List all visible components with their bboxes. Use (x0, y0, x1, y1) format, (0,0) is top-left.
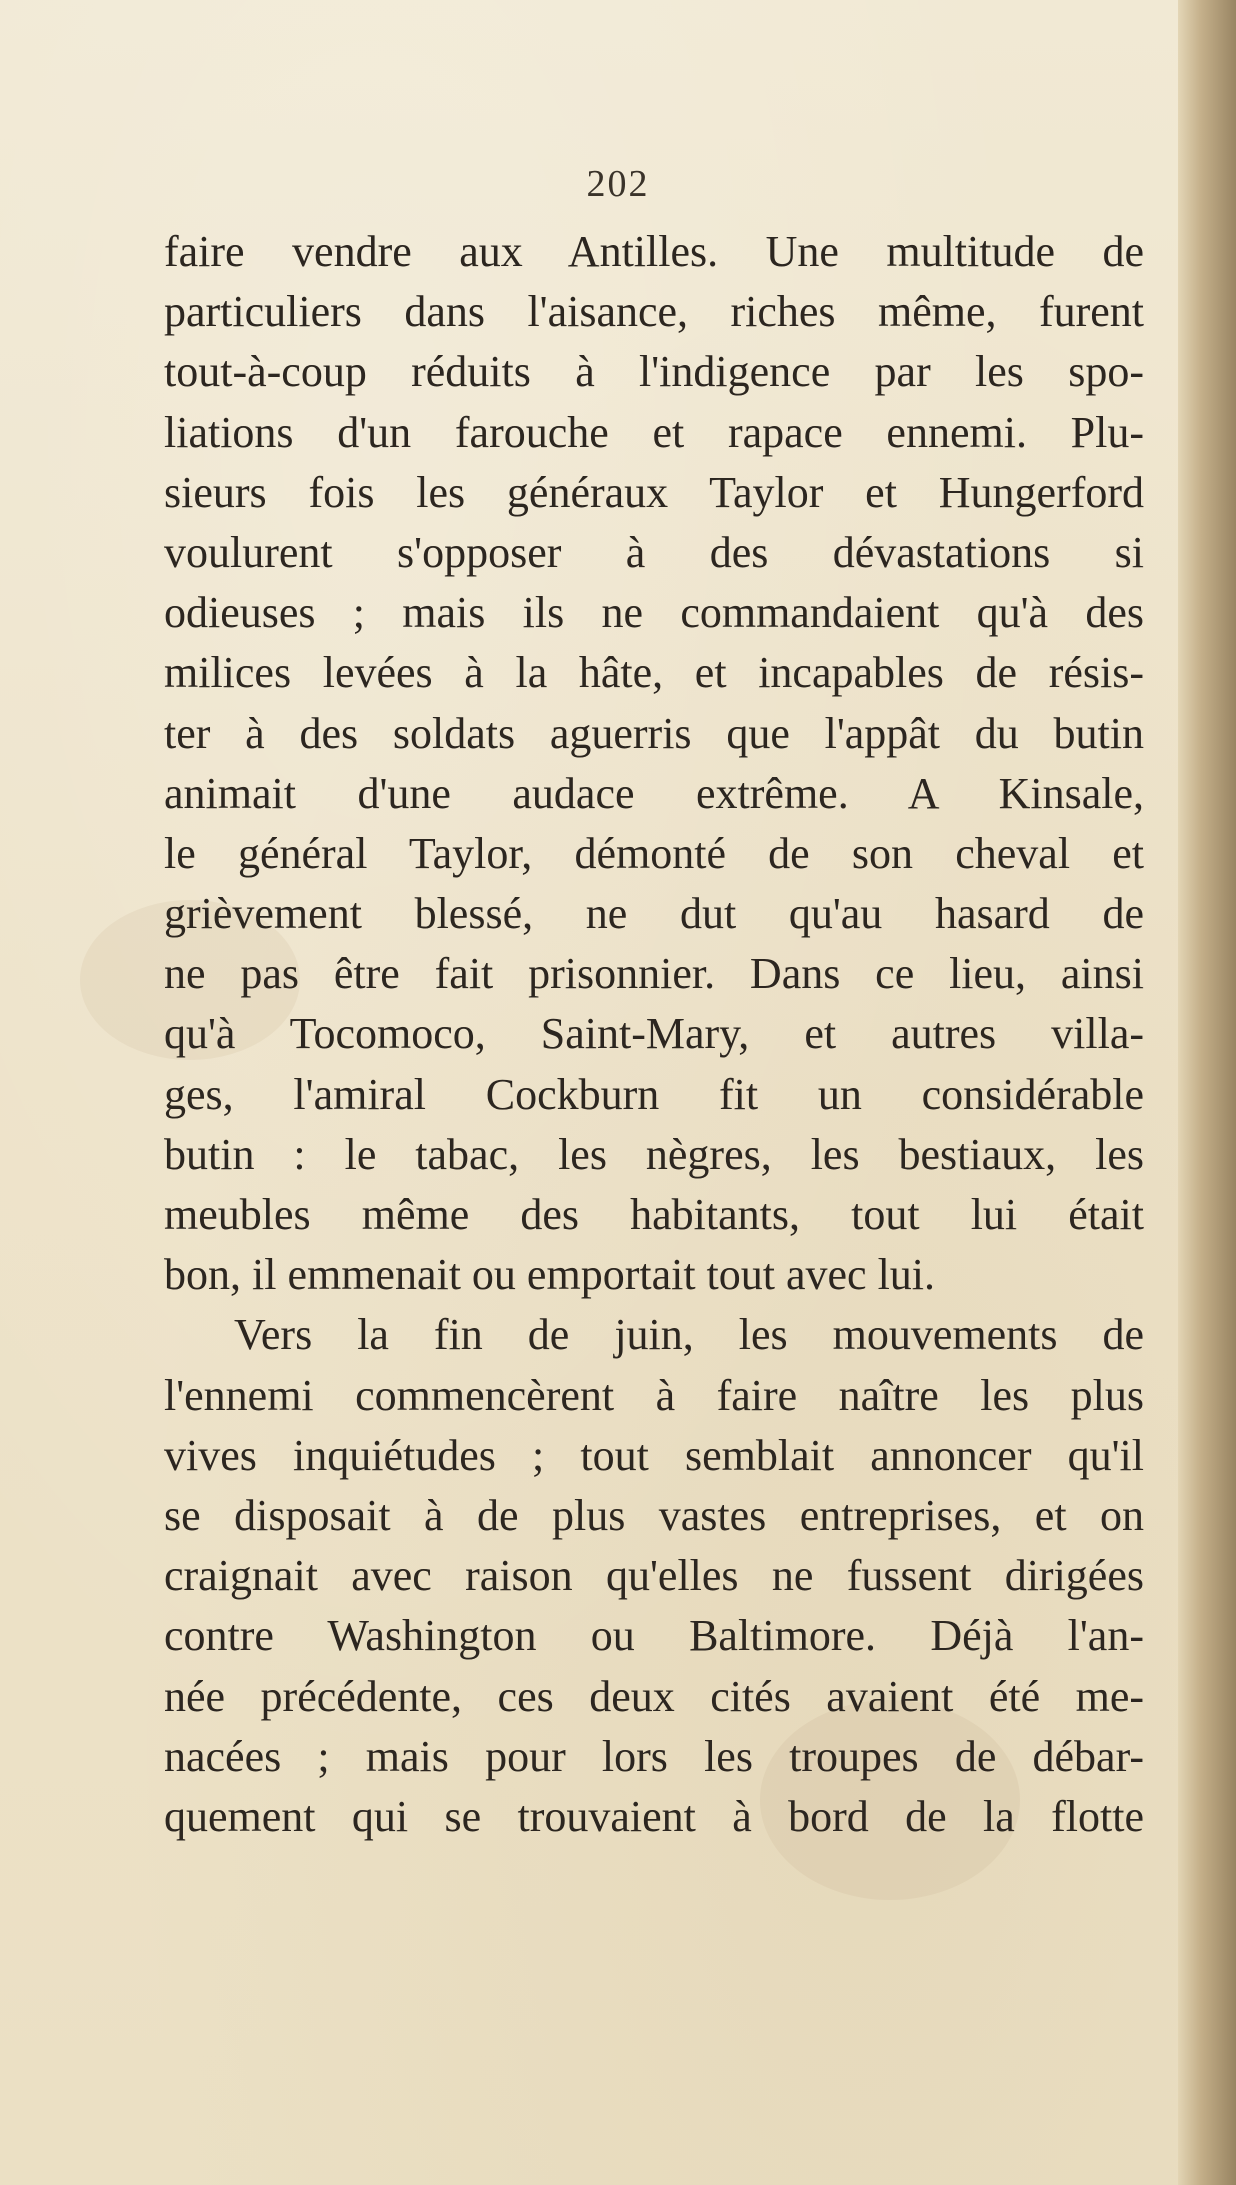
text-line: bon, il emmenait ou emportait tout avec lui. (164, 1250, 936, 1300)
page-number: 202 (586, 163, 650, 205)
text-line: vives inquiétudes ; tout semblait annoncer qu'il (164, 1430, 1144, 1480)
text-line: Vers la fin de juin, les mouvements de (234, 1310, 1144, 1360)
body-text (164, 222, 1144, 1847)
text-line: le général Taylor, démonté de son cheval et (164, 828, 1144, 878)
text-line: grièvement blessé, ne dut qu'au hasard de (164, 889, 1144, 939)
text-line: milices levées à la hâte, et incapables de résis- (164, 648, 1144, 698)
text-line: née précédente, ces deux cités avaient été me- (164, 1671, 1144, 1721)
book-gutter-shadow (1178, 0, 1236, 2185)
text-line: qu'à Tocomoco, Saint-Mary, et autres villa- (164, 1009, 1144, 1059)
text-line: contre Washington ou Baltimore. Déjà l'an- (164, 1611, 1144, 1661)
text-line: quement qui se trouvaient à bord de la flotte (164, 1791, 1144, 1841)
text-line: particuliers dans l'aisance, riches même, furent (164, 287, 1144, 337)
text-line: se disposait à de plus vastes entreprises, et on (164, 1490, 1144, 1540)
text-line: butin : le tabac, les nègres, les bestiaux, les (164, 1129, 1144, 1179)
text-line: meubles même des habitants, tout lui était (164, 1190, 1144, 1239)
text-line: faire vendre aux Antilles. Une multitude de (164, 227, 1144, 276)
text-line: liations d'un farouche et rapace ennemi. Plu- (164, 407, 1144, 457)
text-line: tout-à-coup réduits à l'indigence par les spo- (164, 347, 1144, 397)
text-line: ter à des soldats aguerris que l'appât du butin (164, 708, 1144, 758)
text-line: ges, l'amiral Cockburn fit un considérable (164, 1069, 1144, 1119)
text-line: animait d'une audace extrême. A Kinsale, (164, 768, 1144, 818)
text-line: sieurs fois les généraux Taylor et Hungerford (164, 467, 1144, 517)
text-line: l'ennemi commencèrent à faire naître les plus (164, 1370, 1144, 1420)
text-line: voulurent s'opposer à des dévastations si (164, 527, 1144, 577)
text-line: nacées ; mais pour lors les troupes de débar- (164, 1731, 1144, 1781)
text-line: ne pas être fait prisonnier. Dans ce lieu, ainsi (164, 949, 1144, 999)
text-line: craignait avec raison qu'elles ne fussent dirigées (164, 1551, 1144, 1601)
text-line: odieuses ; mais ils ne commandaient qu'à des (164, 588, 1144, 638)
